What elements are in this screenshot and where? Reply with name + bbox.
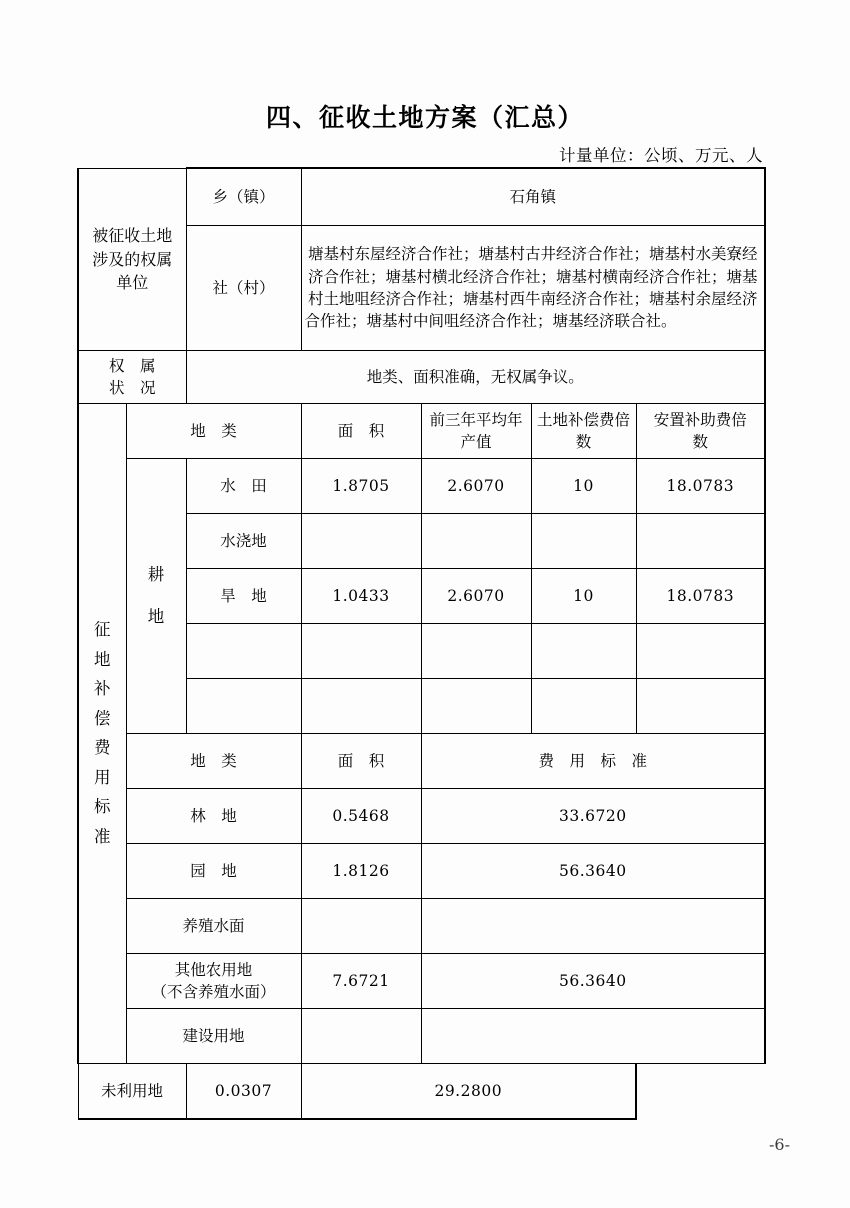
table-row-compensation-header xyxy=(78,404,765,459)
cell-land-comp-multiple: 10 xyxy=(531,569,636,624)
table-row-other-agricultural-land xyxy=(78,954,765,1009)
col-header-land-comp-multiple-text: 土地补偿费倍 数 xyxy=(537,410,646,451)
table-row-construction-land xyxy=(78,1009,765,1064)
cell-avg-yield: 2.6070 xyxy=(421,569,531,624)
cell-area: 1.8705 xyxy=(301,459,421,514)
village-label: 社（村） xyxy=(186,226,301,351)
cell-resettle-multiple xyxy=(636,514,765,569)
cell-area xyxy=(301,899,421,954)
cell-area xyxy=(301,514,421,569)
ownership-status-label xyxy=(78,351,186,404)
side-label-char: 补 xyxy=(94,679,111,698)
cell-fee-standard: 56.3640 xyxy=(421,844,765,899)
cell-land-type: 未利用地 xyxy=(78,1064,186,1120)
cell-land-comp-multiple xyxy=(531,514,636,569)
township-value: 石角镇 xyxy=(301,168,765,226)
table-row-orchard-land xyxy=(78,844,765,899)
cell-land-type: 林 地 xyxy=(126,789,301,844)
col-header-avg-yield xyxy=(421,404,531,459)
side-label-char: 地 xyxy=(94,649,111,669)
side-label-char: 准 xyxy=(94,826,111,846)
farmland-group-label xyxy=(126,459,186,734)
farmland-label-char: 耕 xyxy=(147,564,165,584)
table-row-unused-land xyxy=(78,1064,765,1120)
cell-resettle-multiple xyxy=(636,624,765,679)
side-label-char: 征 xyxy=(94,620,111,639)
land-acquisition-table-wrapper xyxy=(77,167,764,1120)
col-header-resettle-multiple-text: 安置补助费倍 数 xyxy=(653,410,763,451)
cell-area: 0.0307 xyxy=(186,1064,301,1120)
cell-resettle-multiple: 18.0783 xyxy=(636,459,765,514)
side-label-char: 标 xyxy=(94,797,111,816)
col-header-area: 面 积 xyxy=(301,404,421,459)
col-header-fee-standard: 费 用 标 准 xyxy=(421,734,765,789)
page-number: -6- xyxy=(769,1135,790,1154)
table-row-aquaculture-surface xyxy=(78,899,765,954)
side-label-char: 偿 xyxy=(94,708,111,728)
col-header-area-2: 面 积 xyxy=(301,734,421,789)
cell-avg-yield xyxy=(421,514,531,569)
farmland-label-char: 地 xyxy=(147,607,165,626)
col-header-land-type: 地 类 xyxy=(126,404,301,459)
table-row-ownership-status xyxy=(78,351,765,404)
cell-land-type: 水浇地 xyxy=(186,514,301,569)
village-value: 塘基村东屋经济合作社；塘基村古井经济合作社；塘基村水美寮经济合作社；塘基村横北经济合作社；塘基村横南经济合作社；塘基村土地咀经济合作社；塘基村西牛南经济合作社；塘基村余屋经济合作社；塘基村中间咀经济合作社；塘基经济联合社。 xyxy=(301,226,765,351)
cell-fee-standard: 56.3640 xyxy=(421,954,765,1009)
page-title: 四、征收土地方案（汇总） xyxy=(265,103,584,132)
cell-fee-standard: 33.6720 xyxy=(421,789,765,844)
cell-resettle-multiple: 18.0783 xyxy=(636,569,765,624)
cell-avg-yield xyxy=(421,679,531,734)
cell-land-type: 园 地 xyxy=(126,844,301,899)
cell-land-comp-multiple xyxy=(531,679,636,734)
cell-land-type: 旱 地 xyxy=(186,569,301,624)
table-row-fee-standard-header xyxy=(78,734,765,789)
township-label: 乡（镇） xyxy=(186,168,301,226)
col-header-resettle-multiple xyxy=(636,404,765,459)
cell-area: 0.5468 xyxy=(301,789,421,844)
cell-land-type: 水 田 xyxy=(186,459,301,514)
compensation-side-label xyxy=(78,404,126,1064)
land-acquisition-table xyxy=(77,167,766,1120)
cell-resettle-multiple xyxy=(636,679,765,734)
cell-avg-yield xyxy=(421,624,531,679)
col-header-land-type-2: 地 类 xyxy=(126,734,301,789)
cell-land-type: 建设用地 xyxy=(126,1009,301,1064)
ownership-status-label-line1: 权 属 xyxy=(109,356,156,375)
cell-area xyxy=(301,1009,421,1064)
cell-land-type-line1: 其他农用地 xyxy=(174,960,253,979)
cell-land-type xyxy=(186,624,301,679)
cell-area: 1.8126 xyxy=(301,844,421,899)
cell-fee-standard xyxy=(421,899,765,954)
cell-area: 1.0433 xyxy=(301,569,421,624)
table-row-township xyxy=(78,168,765,226)
measurement-unit-note: 计量单位：公顷、万元、人 xyxy=(559,146,763,165)
cell-fee-standard xyxy=(421,1009,765,1064)
cell-land-type xyxy=(126,954,301,1009)
ownership-status-value: 地类、面积准确，无权属争议。 xyxy=(186,351,765,404)
cell-fee-standard: 29.2800 xyxy=(301,1064,636,1120)
cell-land-type: 养殖水面 xyxy=(126,899,301,954)
cell-land-type-line2: （不含养殖水面） xyxy=(151,983,276,1001)
ownership-status-label-line2: 状 况 xyxy=(109,379,156,397)
ownership-units-label: 被征收土地涉及的权属单位 xyxy=(78,168,186,351)
farmland-group-label-text xyxy=(130,564,183,626)
table-row-paddy-field xyxy=(78,459,765,514)
cell-area xyxy=(301,624,421,679)
cell-land-comp-multiple: 10 xyxy=(531,459,636,514)
table-row-forest-land xyxy=(78,789,765,844)
cell-area xyxy=(301,679,421,734)
cell-avg-yield: 2.6070 xyxy=(421,459,531,514)
col-header-avg-yield-text: 前三年平均年产值 xyxy=(429,410,523,451)
cell-land-type xyxy=(186,679,301,734)
col-header-land-comp-multiple xyxy=(531,404,646,459)
cell-area: 7.6721 xyxy=(301,954,421,1009)
side-label-char: 用 xyxy=(94,767,111,787)
side-label-char: 费 xyxy=(94,738,111,757)
cell-land-comp-multiple xyxy=(531,624,636,679)
compensation-side-label-text xyxy=(82,622,123,845)
